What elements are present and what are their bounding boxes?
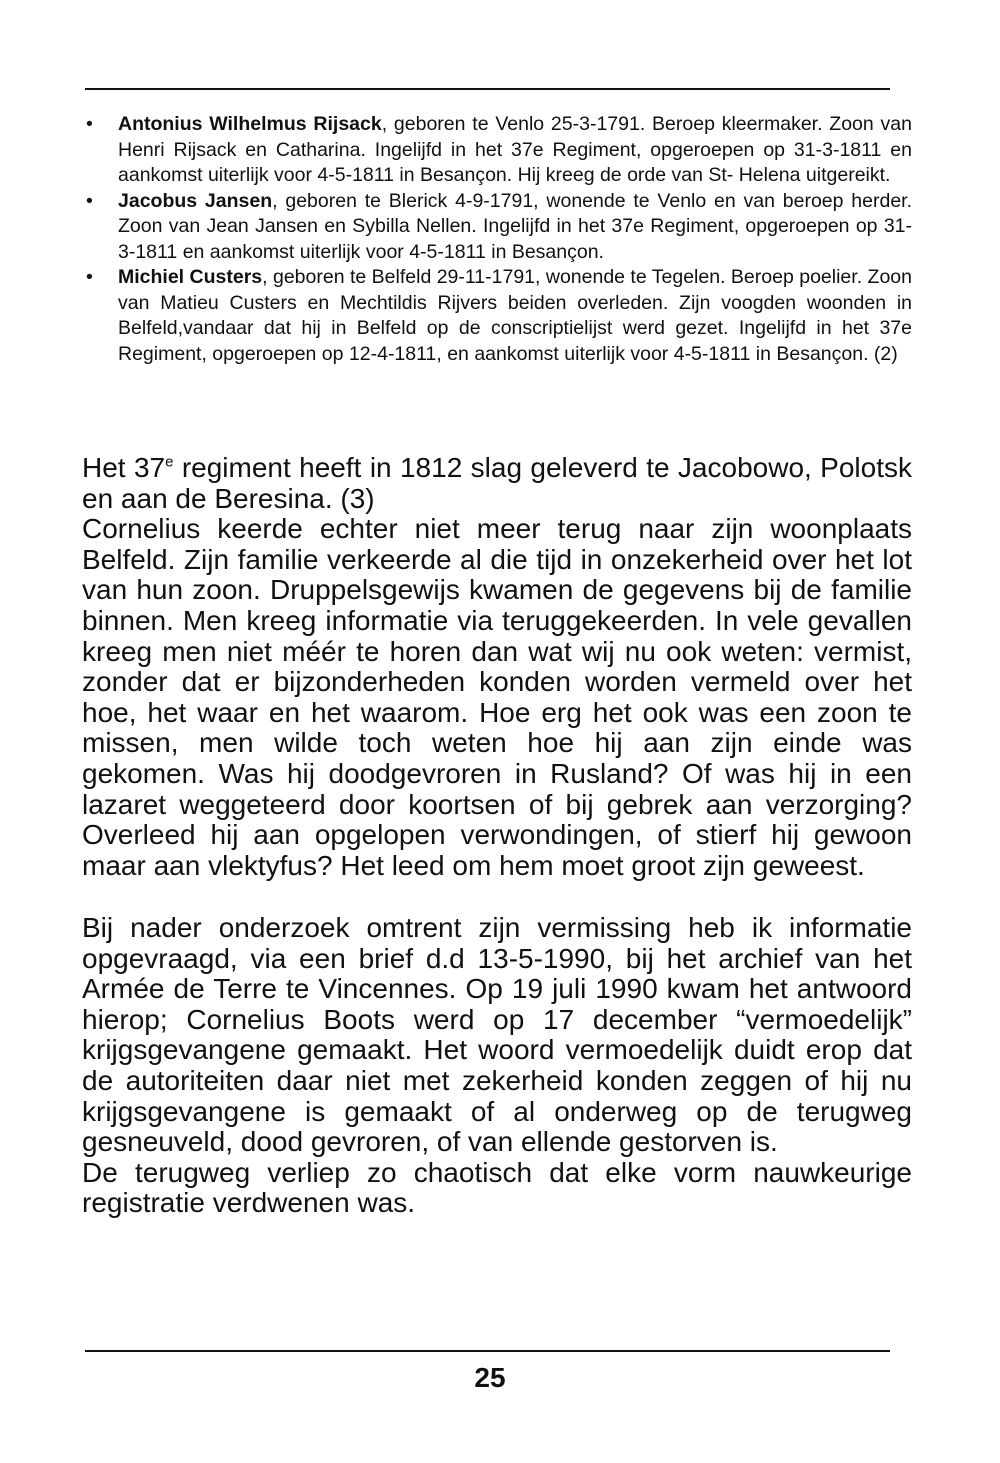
- bullet-icon: •: [86, 189, 93, 212]
- top-rule: [85, 88, 890, 90]
- soldier-name: Antonius Wilhelmus Rijsack: [118, 113, 382, 135]
- list-item: [84, 189, 912, 266]
- paragraph-lead: Het 37: [82, 452, 166, 483]
- paragraph-continuation: Cornelius keerde echter niet meer terug naar zijn woonplaats Belfeld. Zijn familie verkeerde al die tijd in onzekerheid over het lot van hun zoon. Druppelsgewijs kwamen de gegevens bij de familie binnen. Men kreeg informatie via teruggekeerden. In vele gevallen kreeg men niet méér te horen dan wat wij nu ook weten: vermist, zonder dat er bijzonderheden konden worden vermeld over het hoe, het waar en het waarom. Hoe erg het ook was een zoon te missen, men wilde toch weten hoe hij aan zijn einde was gekomen. Was hij doodgevroren in Rusland? Of was hij in een lazaret weggeteerd door koortsen of bij gebrek aan verzorging? Overleed hij aan opgelopen verwondingen, of stierf hij gewoon maar aan vlektyfus? Het leed om hem moet groot zijn geweest.: [82, 513, 912, 881]
- bottom-rule: [85, 1350, 890, 1352]
- soldier-details: , geboren te Belfeld 29-11-1791, wonende te Tegelen. Beroep poelier. Zoon van Matieu Custers en Mechtildis Rijvers beiden overleden. Zijn voogden woonden in Belfeld,vandaar dat hij in Belfeld op de conscriptielijst werd gezet. Ingelijfd in het 37e Regiment, opgeroepen op 12-4-1811, en aankomst uiterlijk voor 4-5-1811 in Besançon. (2): [118, 266, 912, 365]
- body-paragraph-regiment: [82, 453, 912, 881]
- soldier-details: , geboren te Blerick 4-9-1791, wonende te Venlo en van beroep herder. Zoon van Jean Jansen en Sybilla Nellen. Ingelijfd in het 37e Regiment, opgeroepen op 31-3-1811 en aankomst uiterlijk voor 4-5-1811 in Besançon.: [118, 189, 913, 263]
- soldier-name: Michiel Custers: [118, 266, 263, 288]
- ordinal-superscript: e: [165, 453, 174, 471]
- list-item: [84, 265, 912, 367]
- bullet-icon: •: [86, 113, 93, 135]
- body-paragraph-investigation: [82, 913, 912, 1219]
- soldier-name: Jacobus Jansen: [118, 189, 273, 212]
- paragraph-continuation: De terugweg verliep zo chaotisch dat elke vorm nauwkeurige registratie verdwenen was.: [82, 1156, 912, 1219]
- bullet-icon: •: [86, 266, 93, 288]
- soldier-list: [84, 112, 912, 367]
- paragraph-text: Bij nader onderzoek omtrent zijn vermissing heb ik informatie opgevraagd, via een brief d.d 13-5-1990, bij het archief van het Armée de Terre te Vincennes. Op 19 juli 1990 kwam het antwoord hierop; Cornelius Boots werd op 17 december “vermoedelijk” krijgsgevangene gemaakt. Het woord vermoedelijk duidt erop dat de autoriteiten daar niet met zekerheid konden zeggen of hij nu krijgsgevangene is gemaakt of al onderweg op de terugweg gesneuveld, dood gevroren, of van ellende gestorven is.: [82, 912, 912, 1158]
- soldier-details: , geboren te Venlo 25-3-1791. Beroep kleermaker. Zoon van Henri Rijsack en Catharina. Ingelijfd in het 37e Regiment, opgeroepen op 31-3-1811 en aankomst uiterlijk voor 4-5-1811 in Besançon. Hij kreeg de orde van St- Helena uitgereikt.: [118, 113, 912, 186]
- list-item: [84, 112, 912, 189]
- paragraph-rest: regiment heeft in 1812 slag geleverd te Jacobowo, Polotsk en aan de Beresina. (3): [82, 452, 912, 514]
- page-number: 25: [474, 1362, 506, 1393]
